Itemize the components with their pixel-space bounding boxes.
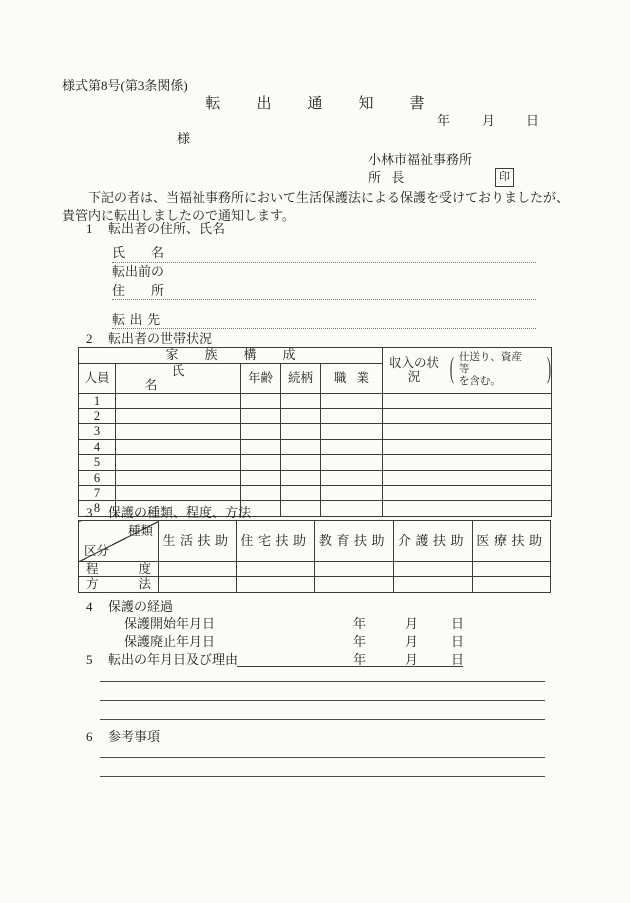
household-cell bbox=[383, 393, 552, 408]
previous-address-field bbox=[112, 283, 536, 300]
method-row bbox=[79, 577, 551, 592]
destination-label: 転出先 bbox=[112, 312, 165, 327]
section5-heading: 転出の年月日及び理由 bbox=[108, 652, 239, 667]
household-cell bbox=[116, 409, 241, 424]
household-cell bbox=[321, 439, 383, 454]
household-cell bbox=[241, 455, 281, 470]
household-cell bbox=[281, 455, 321, 470]
family-structure-header: 家族構成 bbox=[79, 348, 383, 364]
protection-cell bbox=[473, 562, 551, 577]
protection-table bbox=[78, 520, 551, 593]
name-field-label: 氏名 bbox=[112, 245, 191, 260]
household-cell bbox=[321, 393, 383, 408]
degree-row bbox=[79, 562, 551, 577]
end-day-label: 日 bbox=[451, 634, 465, 649]
household-cell bbox=[241, 424, 281, 439]
previous-address-label-line2: 住所 bbox=[112, 283, 191, 298]
section2-heading: 転出者の世帯状況 bbox=[108, 331, 213, 346]
household-group-header-row bbox=[79, 348, 552, 364]
household-cell bbox=[281, 409, 321, 424]
degree-row-header bbox=[79, 562, 159, 577]
col-header-livelihood-aid: 生活扶助 bbox=[159, 521, 237, 562]
moveout-date-underline bbox=[237, 652, 463, 667]
ruled-line bbox=[100, 719, 545, 720]
form-number: 様式第8号(第3条関係) bbox=[62, 78, 188, 93]
section2-number: 2 bbox=[86, 331, 93, 346]
protection-start-label: 保護開始年月日 bbox=[124, 616, 216, 631]
household-cell bbox=[281, 393, 321, 408]
member-number: 1 bbox=[79, 393, 116, 408]
income-note bbox=[459, 352, 542, 388]
household-cell bbox=[321, 455, 383, 470]
household-cell bbox=[116, 393, 241, 408]
addressee-suffix: 様 bbox=[177, 131, 191, 146]
household-cell bbox=[321, 424, 383, 439]
col-header-education-aid: 教育扶助 bbox=[315, 521, 394, 562]
protection-cell bbox=[159, 562, 237, 577]
end-year-label: 年 bbox=[353, 634, 367, 649]
method-label-second: 法 bbox=[138, 577, 151, 592]
section4-number: 4 bbox=[86, 599, 93, 614]
col-header-medical-aid: 医療扶助 bbox=[473, 521, 551, 562]
household-cell bbox=[321, 501, 383, 516]
section3-number: 3 bbox=[86, 505, 93, 520]
col-header-nursing-aid: 介護扶助 bbox=[394, 521, 473, 562]
income-header-cell bbox=[383, 348, 552, 394]
protection-cell bbox=[237, 562, 315, 577]
household-cell bbox=[383, 409, 552, 424]
member-number: 6 bbox=[79, 470, 116, 485]
household-cell bbox=[383, 485, 552, 500]
household-cell bbox=[241, 470, 281, 485]
start-month-label: 月 bbox=[405, 616, 419, 631]
ruled-line bbox=[100, 757, 545, 758]
member-number: 3 bbox=[79, 424, 116, 439]
section6-number: 6 bbox=[86, 729, 93, 744]
household-row bbox=[79, 470, 552, 485]
income-header: 収入の状況 bbox=[388, 355, 439, 385]
household-table bbox=[78, 347, 552, 517]
member-number: 2 bbox=[79, 409, 116, 424]
moveout-month-label: 月 bbox=[405, 652, 419, 667]
open-paren: ( bbox=[449, 350, 454, 386]
member-number: 7 bbox=[79, 485, 116, 500]
section1-heading: 転出者の住所、氏名 bbox=[108, 221, 226, 236]
member-number: 4 bbox=[79, 439, 116, 454]
protection-cell bbox=[315, 562, 394, 577]
close-paren: ) bbox=[547, 350, 552, 386]
seal-box bbox=[495, 168, 514, 187]
section1-number: 1 bbox=[86, 221, 93, 236]
household-cell bbox=[321, 470, 383, 485]
protection-cell bbox=[159, 577, 237, 592]
household-cell bbox=[116, 439, 241, 454]
header-year-label: 年 bbox=[437, 113, 451, 128]
member-header: 人員 bbox=[79, 363, 116, 393]
name-field bbox=[112, 245, 536, 263]
occupation-header: 職業 bbox=[321, 363, 383, 393]
method-row-header bbox=[79, 577, 159, 592]
household-cell bbox=[383, 439, 552, 454]
protection-cell bbox=[473, 577, 551, 592]
income-note-line1: 仕送り、資産 等 bbox=[458, 352, 533, 376]
household-cell bbox=[383, 501, 552, 516]
corner-type-label: 種類 bbox=[127, 524, 153, 538]
household-cell bbox=[241, 393, 281, 408]
ruled-line bbox=[100, 700, 545, 701]
section6-heading: 参考事項 bbox=[108, 729, 161, 744]
member-number: 5 bbox=[79, 455, 116, 470]
age-header: 年齢 bbox=[241, 363, 281, 393]
end-month-label: 月 bbox=[405, 634, 419, 649]
household-cell bbox=[116, 485, 241, 500]
household-cell bbox=[116, 424, 241, 439]
destination-field bbox=[112, 312, 536, 329]
household-cell bbox=[321, 409, 383, 424]
household-row bbox=[79, 485, 552, 500]
household-cell bbox=[281, 485, 321, 500]
start-year-label: 年 bbox=[353, 616, 367, 631]
household-cell bbox=[281, 501, 321, 516]
col-header-housing-aid: 住宅扶助 bbox=[237, 521, 315, 562]
protection-cell bbox=[315, 577, 394, 592]
protection-cell bbox=[237, 577, 315, 592]
household-cell bbox=[383, 455, 552, 470]
household-cell bbox=[241, 409, 281, 424]
header-month-label: 月 bbox=[482, 113, 496, 128]
moveout-day-label: 日 bbox=[451, 652, 465, 667]
household-cell bbox=[321, 485, 383, 500]
name-header: 氏名 bbox=[116, 363, 241, 393]
household-cell bbox=[116, 470, 241, 485]
household-cell bbox=[281, 439, 321, 454]
ruled-line bbox=[100, 681, 545, 682]
household-row bbox=[79, 409, 552, 424]
household-cell bbox=[383, 424, 552, 439]
form-title: 転出通知書 bbox=[205, 96, 461, 112]
header-day-label: 日 bbox=[526, 113, 540, 128]
office-head-title: 所長 bbox=[368, 170, 415, 185]
office-name: 小林市福祉事務所 bbox=[368, 152, 473, 167]
corner-cell bbox=[79, 521, 159, 562]
household-cell bbox=[281, 424, 321, 439]
protection-cell bbox=[394, 577, 473, 592]
income-note-line2: を含む。 bbox=[458, 376, 501, 388]
previous-address-label-line1: 転出前の bbox=[112, 264, 165, 279]
section4-heading: 保護の経過 bbox=[108, 599, 174, 614]
relation-header: 続柄 bbox=[281, 363, 321, 393]
household-row bbox=[79, 393, 552, 408]
corner-category-label: 区分 bbox=[84, 543, 110, 558]
household-row bbox=[79, 424, 552, 439]
section5-number: 5 bbox=[86, 652, 93, 667]
body-paragraph: 下記の者は、当福祉事務所において生活保護法による保護を受けておりましたが、貴管内に転出しましたので通知します。 bbox=[62, 190, 570, 223]
degree-label-first: 程 bbox=[86, 562, 99, 576]
ruled-line bbox=[100, 776, 545, 777]
protection-end-label: 保護廃止年月日 bbox=[124, 634, 216, 649]
protection-header-row bbox=[79, 521, 551, 562]
member-number: 8 bbox=[79, 501, 116, 516]
household-cell bbox=[116, 455, 241, 470]
seal-character: 印 bbox=[499, 171, 510, 183]
method-label-first: 方 bbox=[86, 577, 99, 592]
household-cell bbox=[383, 470, 552, 485]
section3-heading: 保護の種類、程度、方法 bbox=[108, 505, 252, 520]
start-day-label: 日 bbox=[451, 616, 465, 631]
household-cell bbox=[241, 439, 281, 454]
protection-cell bbox=[394, 562, 473, 577]
household-cell bbox=[281, 470, 321, 485]
household-cell bbox=[241, 485, 281, 500]
household-row bbox=[79, 455, 552, 470]
household-row bbox=[79, 439, 552, 454]
degree-label-second: 度 bbox=[138, 562, 151, 576]
moveout-year-label: 年 bbox=[353, 652, 367, 667]
